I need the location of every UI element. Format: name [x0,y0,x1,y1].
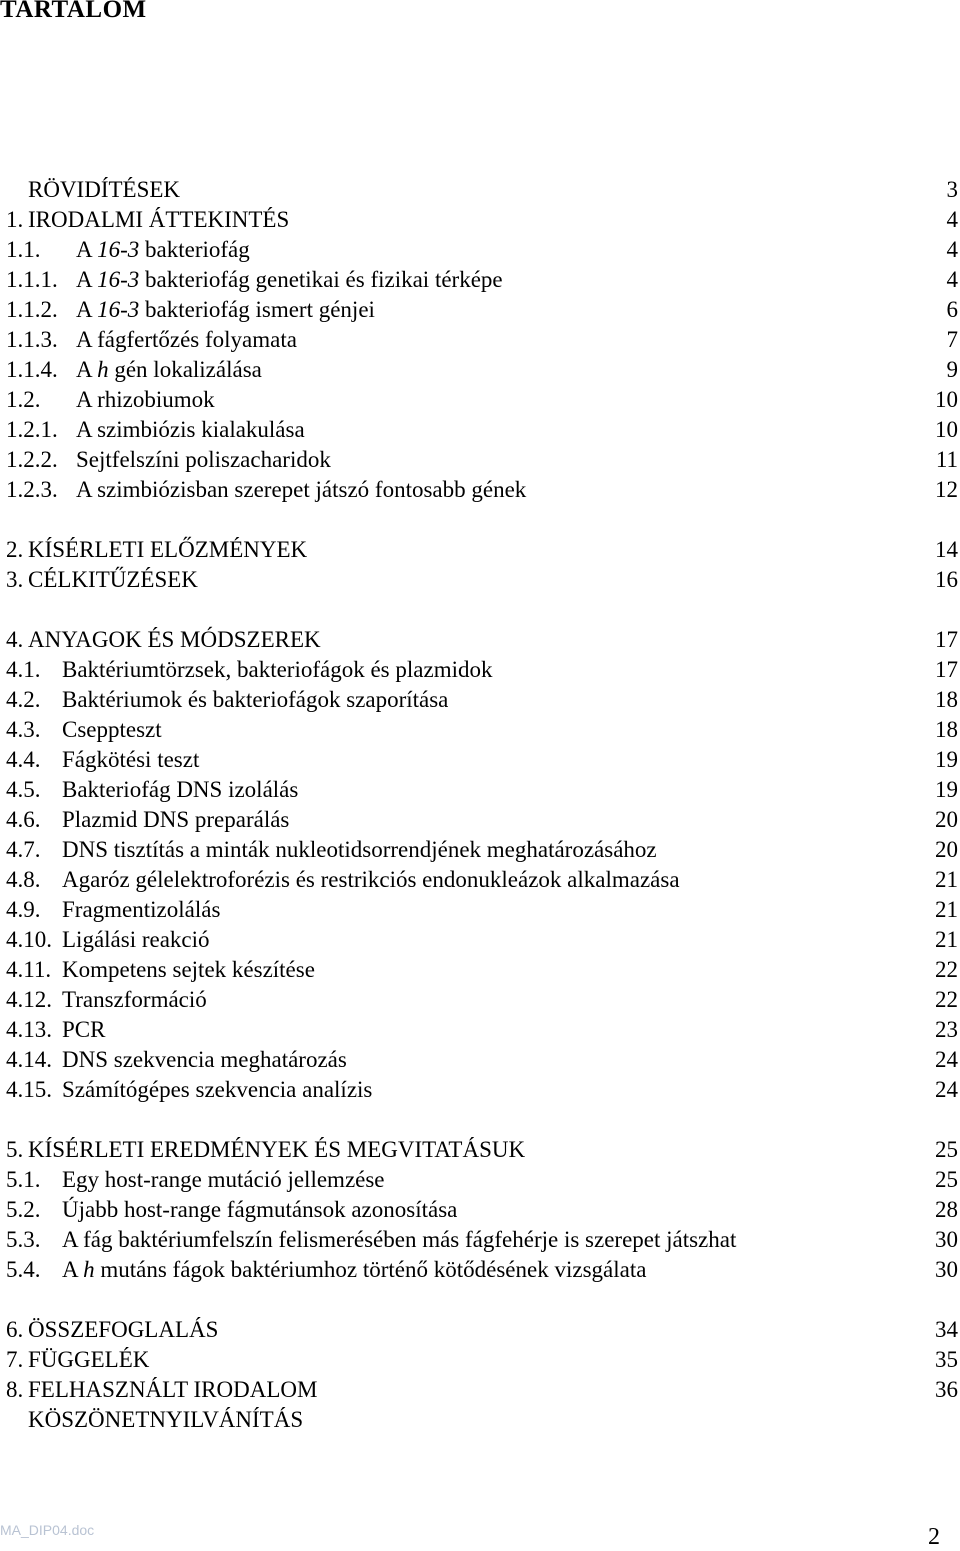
toc-entry-number: 1.2.3. [6,477,58,502]
toc-entry [0,745,960,775]
toc-entry-number: 4.13. [6,1017,52,1042]
toc-entry [0,355,960,385]
toc-entry [0,1165,960,1195]
toc-entry-title: DNS tisztítás a minták nukleotidsorrendjének meghatározásához [62,837,657,862]
toc-entry [0,865,960,895]
toc-entry [0,985,960,1015]
toc-entry-number: 4.10. [6,927,52,952]
toc-entry-number: 4.12. [6,987,52,1012]
toc-entry [0,955,960,985]
toc-entry-title: Számítógépes szekvencia analízis [62,1077,373,1102]
toc-entry-title: Agaróz gélelektroforézis és restrikciós endonukleázok alkalmazása [62,867,680,892]
toc-entry [0,895,960,925]
toc-entry-page: 24 [935,1047,958,1072]
toc-entry-page: 4 [946,237,958,262]
toc-entry [0,655,960,685]
toc-entry-page: 7 [946,327,958,352]
toc-entry-number: 4.4. [6,747,41,772]
toc-entry-page: 34 [935,1317,958,1342]
toc-entry-page: 21 [935,927,958,952]
toc-entry-number: 4.2. [6,687,41,712]
toc-entry [0,385,960,415]
toc-entry-number: 4.14. [6,1047,52,1072]
page-title: TARTALOM [0,0,147,23]
toc-entry-number: 6. [6,1317,24,1342]
toc-entry-title: FÜGGELÉK [28,1347,150,1372]
toc-entry-page: 22 [935,987,958,1012]
toc-entry-title: PCR [62,1017,106,1042]
toc-entry-title: Fragmentizolálás [62,897,221,922]
toc-entry-title: CÉLKITŰZÉSEK [28,567,198,592]
toc-entry-number: 1.2.1. [6,417,58,442]
toc-entry-title: KÖSZÖNETNYILVÁNÍTÁS [28,1407,304,1432]
toc-entry-page: 10 [935,417,958,442]
toc-entry-number: 1.1.4. [6,357,58,382]
toc-entry [0,805,960,835]
toc-entry-title: ANYAGOK ÉS MÓDSZEREK [28,627,321,652]
toc-entry-title: Baktériumtörzsek, bakteriofágok és plazmidok [62,657,493,682]
toc-entry-number: 4. [6,627,24,652]
toc-entry-page: 19 [935,777,958,802]
toc-entry-title: FELHASZNÁLT IRODALOM [28,1377,318,1402]
toc-entry [0,1135,960,1165]
toc-entry-title: Transzformáció [62,987,207,1012]
toc-entry-page: 4 [946,207,958,232]
toc-entry-number: 1.1.1. [6,267,58,292]
toc-entry [0,1195,960,1225]
toc-entry-title: Bakteriofág DNS izolálás [62,777,299,802]
toc-entry-title: Ligálási reakció [62,927,210,952]
toc-entry-number: 4.9. [6,897,41,922]
toc-entry-title: IRODALMI ÁTTEKINTÉS [28,207,290,232]
toc-entry-title: ÖSSZEFOGLALÁS [28,1317,219,1342]
toc-entry [0,295,960,325]
toc-entry-title: A 16-3 bakteriofág genetikai és fizikai térképe [76,267,503,292]
toc-entry-page: 11 [935,447,958,472]
toc-entry-number: 4.3. [6,717,41,742]
toc-entry-page: 10 [935,387,958,412]
toc-entry [0,1405,960,1435]
toc-entry-page: 36 [935,1377,958,1402]
toc-entry-title: DNS szekvencia meghatározás [62,1047,347,1072]
toc-entry-title: Fágkötési teszt [62,747,200,772]
toc-entry-title: A 16-3 bakteriofág [76,237,250,262]
toc-entry-page: 24 [935,1077,958,1102]
toc-entry-title: RÖVIDÍTÉSEK [28,177,181,202]
toc-entry-page: 14 [935,537,958,562]
toc-entry-number: 5.4. [6,1257,41,1282]
toc-entry-page: 20 [935,807,958,832]
toc-entry [0,835,960,865]
toc-entry [0,445,960,475]
toc-entry-page: 23 [935,1017,958,1042]
toc-entry-number: 5.1. [6,1167,41,1192]
toc-entry-page: 17 [935,657,958,682]
toc-entry [0,715,960,745]
toc-entry-page: 19 [935,747,958,772]
toc-entry-number: 1.2.2. [6,447,58,472]
toc-entry-page: 25 [935,1137,958,1162]
toc-entry-page: 25 [935,1167,958,1192]
toc-entry-number: 2. [6,537,24,562]
toc-entry-title: Plazmid DNS preparálás [62,807,290,832]
toc-entry-page: 30 [935,1227,958,1252]
toc-entry-title: Egy host-range mutáció jellemzése [62,1167,385,1192]
toc-entry-page: 30 [935,1257,958,1282]
toc-entry-number: 4.8. [6,867,41,892]
toc-entry [0,1255,960,1285]
toc-entry-number: 3. [6,567,24,592]
toc-entry-title: A h gén lokalizálása [76,357,262,382]
toc-entry [0,535,960,565]
toc-entry [0,1015,960,1045]
toc-entry-title: Újabb host-range fágmutánsok azonosítása [62,1197,458,1222]
toc-entry-page: 4 [946,267,958,292]
toc-entry-page: 17 [935,627,958,652]
toc-entry-title: KÍSÉRLETI ELŐZMÉNYEK [28,537,308,562]
toc-entry-number: 4.7. [6,837,41,862]
toc-entry-title: KÍSÉRLETI EREDMÉNYEK ÉS MEGVITATÁSUK [28,1137,526,1162]
toc-entry-number: 8. [6,1377,24,1402]
toc-entry-page: 35 [935,1347,958,1372]
toc-entry-number: 7. [6,1347,24,1372]
toc-entry-page: 6 [946,297,958,322]
toc-entry-page: 21 [935,867,958,892]
toc-entry-number: 1.1.3. [6,327,58,352]
toc-entry [0,205,960,235]
toc-entry-number: 1.2. [6,387,41,412]
toc-entry-number: 4.1. [6,657,41,682]
toc-entry-title: Baktériumok és bakteriofágok szaporítása [62,687,449,712]
toc-entry-title: Sejtfelszíni poliszacharidok [76,447,331,472]
toc-entry-title: A 16-3 bakteriofág ismert génjei [76,297,375,322]
toc-entry-page: 20 [935,837,958,862]
toc-entry-title: A rhizobiumok [76,387,215,412]
toc-entry [0,175,960,205]
toc-entry-number: 4.5. [6,777,41,802]
toc-entry [0,1375,960,1405]
toc-entry-page: 9 [946,357,958,382]
toc-entry-number: 4.11. [6,957,52,982]
toc-entry [0,625,960,655]
toc-entry [0,265,960,295]
toc-entry-page: 22 [935,957,958,982]
toc-entry-number: 5. [6,1137,24,1162]
toc-entry-number: 5.3. [6,1227,41,1252]
toc-entry-page: 16 [935,567,958,592]
toc-entry-number: 5.2. [6,1197,41,1222]
toc-entry-number: 1.1.2. [6,297,58,322]
toc-entry-page: 3 [946,177,958,202]
footer-document-name: MA_DIP04.doc [0,1522,95,1538]
toc-entry-number: 4.6. [6,807,41,832]
toc-entry-page: 18 [935,717,958,742]
toc-entry-title: A szimbiózisban szerepet játszó fontosabb gének [76,477,527,502]
toc-entry-title: Cseppteszt [62,717,162,742]
toc-entry-title: Kompetens sejtek készítése [62,957,315,982]
toc-entry [0,1225,960,1255]
toc-entry-page: 12 [935,477,958,502]
toc-entry-page: 21 [935,897,958,922]
toc-entry-title: A fág baktériumfelszín felismerésében más fágfehérje is szerepet játszhat [62,1227,737,1252]
toc-entry [0,1315,960,1345]
toc-entry [0,475,960,505]
footer-page-number: 2 [928,1524,940,1550]
toc-entry [0,925,960,955]
toc-entry [0,415,960,445]
toc-entry-number: 1.1. [6,237,41,262]
toc-entry [0,1045,960,1075]
toc-entry [0,1345,960,1375]
toc-entry [0,775,960,805]
toc-entry [0,565,960,595]
toc-entry [0,1075,960,1105]
toc-entry [0,325,960,355]
toc-entry-number: 1. [6,207,24,232]
toc-entry-title: A h mutáns fágok baktériumhoz történő kötődésének vizsgálata [62,1257,647,1282]
toc-entry-page: 18 [935,687,958,712]
toc-entry-title: A fágfertőzés folyamata [76,327,297,352]
toc-entry [0,685,960,715]
toc-entry-number: 4.15. [6,1077,52,1102]
toc-entry-page: 28 [935,1197,958,1222]
toc-entry [0,235,960,265]
toc-entry-title: A szimbiózis kialakulása [76,417,305,442]
